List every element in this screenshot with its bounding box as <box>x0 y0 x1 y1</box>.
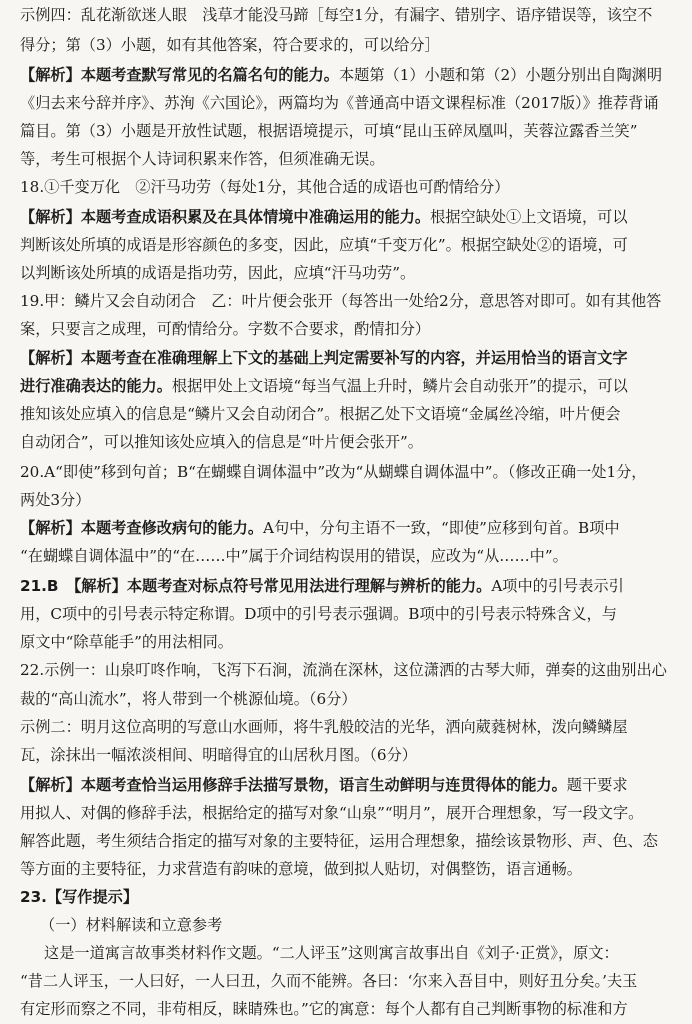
analysis-heading: 21.B 【解析】本题考查对标点符号常见用法进行理解与辨析的能力。 <box>20 577 492 595</box>
text-line: 判断该处所填的成语是形容颜色的多变，因此，应填“千变万化”。根据空缺处②的语境，可 <box>20 236 628 254</box>
question-20-answer: 20.A“即使”移到句首；B“在蝴蝶自调体温中”改为“从蝴蝶自调体温中”。（修改正确一处1分， <box>20 463 647 481</box>
text-line: “昔二人评玉，一人曰好，一人曰丑，久而不能辨。各曰：‘尔来入吾目中，则好丑分矣。’夫玉 <box>20 972 638 990</box>
question-19-answer: 19.甲：鳞片又会自动闭合 乙：叶片便会张开（每答出一处给2分，意思答对即可。如有其他答 <box>20 292 662 310</box>
text-line: 推知该处应填入的信息是“鳞片又会自动闭合”。根据乙处下文语境“金属丝冷缩，叶片便会 <box>20 405 621 423</box>
analysis-text: A句中，分句主语不一致，“即使”应移到句首。B项中 <box>263 519 620 537</box>
text-line: 篇目。第（3）小题是开放性试题，根据语境提示，可填“昆山玉碎凤凰叫，芙蓉泣露香兰笑” <box>20 122 638 140</box>
analysis-line <box>20 371 672 401</box>
text-line: 《归去来兮辞并序》、苏洵《六国论》，两篇均为《普通高中语文课程标准（2017版）》推荐背诵 <box>20 94 659 112</box>
analysis-heading: 【解析】本题考查修改病句的能力。 <box>20 519 263 537</box>
analysis-line <box>20 343 672 373</box>
text-line: 原文中“除草能手”的用法相同。 <box>20 633 233 651</box>
writing-tips-heading: 23.【写作提示】 <box>20 888 139 906</box>
analysis-text: 题干要求 <box>566 776 628 794</box>
analysis-heading: 【解析】本题考查恰当运用修辞手法描写景物，语言生动鲜明与连贯得体的能力。 <box>20 776 567 794</box>
text-line: 示例二：明月这位高明的写意山水画师，将牛乳般皎洁的光华，洒向葳蕤树林，泼向鳞鳞屋 <box>20 718 628 736</box>
section-heading: （一）材料解读和立意参考 <box>40 916 223 934</box>
question-22-answer: 22.示例一：山泉叮咚作响，飞泻下石涧，流淌在深林，这位潇洒的古琴大师，弹奏的这曲别出心 <box>20 661 667 679</box>
analysis-line <box>20 202 672 232</box>
analysis-line <box>20 60 672 90</box>
analysis-line <box>20 770 672 800</box>
text-line: 案，只要言之成理，可酌情给分。字数不合要求，酌情扣分） <box>20 320 431 338</box>
analysis-heading: 【解析】本题考查默写常见的名篇名句的能力。 <box>20 66 339 84</box>
text-line: 以判断该处所填的成语是指功劳，因此，应填“汗马功劳”。 <box>20 264 416 282</box>
text-line: 这是一道寓言故事类材料作文题。“二人评玉”这则寓言故事出自《刘子·正赏》，原文： <box>44 944 619 962</box>
text-line: 瓦，涂抹出一幅浓淡相间、明暗得宜的山居秋月图。（6分） <box>20 746 417 764</box>
text-line: 用，C项中的引号表示特定称谓。D项中的引号表示强调。B项中的引号表示特殊含义，与 <box>20 605 617 623</box>
analysis-heading: 【解析】本题考查成语积累及在具体情境中准确运用的能力。 <box>20 208 431 226</box>
text-line: 两处3分） <box>20 491 91 509</box>
text-line: 解答此题，考生须结合指定的描写对象的主要特征，运用合理想象，描绘该景物形、声、色、态 <box>20 832 658 850</box>
text-line: 有定形而察之不同，非苟相反，睐睛殊也。”它的寓意：每个人都有自己判断事物的标准和方 <box>20 1000 628 1018</box>
text-line: 等，考生可根据个人诗词积累来作答，但须准确无误。 <box>20 150 385 168</box>
text-line: 裁的“高山流水”，将人带到一个桃源仙境。（6分） <box>20 690 357 708</box>
text-line: 得分；第（3）小题，如有其他答案，符合要求的，可以给分］ <box>20 36 440 54</box>
analysis-line <box>20 513 672 543</box>
analysis-text: 根据甲处上文语境“每当气温上升时，鳞片会自动张开”的提示，可以 <box>171 377 628 395</box>
text-line: 用拟人、对偶的修辞手法，根据给定的描写对象“山泉”“明月”，展开合理想象，写一段文字。 <box>20 804 644 822</box>
question-23-heading <box>20 882 672 912</box>
analysis-heading: 进行准确表达的能力。 <box>20 377 172 395</box>
text-line: “在蝴蝶自调体温中”的“在……中”属于介词结构误用的错误，应改为“从……中”。 <box>20 547 568 565</box>
text-line: 等方面的主要特征，力求营造有韵味的意境，做到拟人贴切，对偶整饬，语言通畅。 <box>20 860 582 878</box>
analysis-text: A项中的引号表示引 <box>491 577 624 595</box>
text-line: 示例四：乱花渐欲迷人眼 浅草才能没马蹄［每空1分，有漏字、错别字、语序错误等，该空不 <box>20 6 653 24</box>
question-18-answer: 18.①千变万化 ②汗马功劳（每处1分，其他合适的成语也可酌情给分） <box>20 178 510 196</box>
analysis-text: 根据空缺处①上文语境，可以 <box>430 208 628 226</box>
text-line: 自动闭合”，可以推知该处应填入的信息是“叶片便会张开”。 <box>20 433 423 451</box>
question-21-answer <box>20 571 672 601</box>
analysis-text: 本题第（1）小题和第（2）小题分别出自陶渊明 <box>338 66 663 84</box>
analysis-heading: 【解析】本题考查在准确理解上下文的基础上判定需要补写的内容，并运用恰当的语言文字 <box>20 349 628 367</box>
